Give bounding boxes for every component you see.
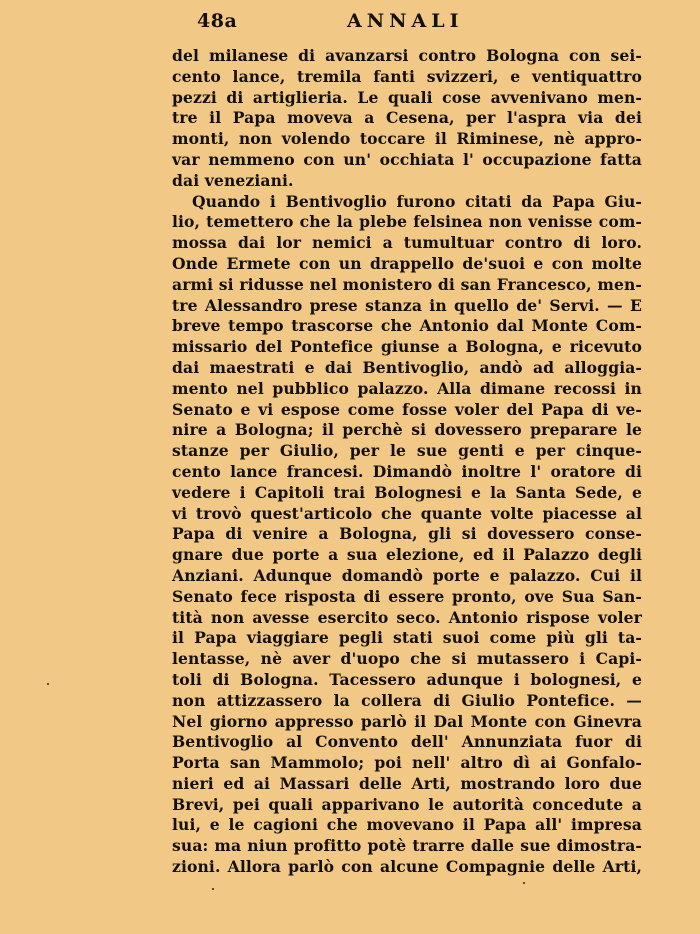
text-line: monti, non volendo toccare il Riminese, nè appro- (172, 129, 642, 149)
text-line: nire a Bologna; il perchè si dovessero preparare le (172, 420, 642, 440)
text-line: var nemmeno con un' occhiata l' occupazione fatta (172, 149, 642, 169)
text-line: gnare due porte a sua elezione, ed il Palazzo degli (172, 545, 642, 565)
text-line: tre Alessandro prese stanza in quello de' Servi. — E (172, 295, 642, 315)
text-line: dai maestrati e dai Bentivoglio, andò ad alloggia- (172, 357, 642, 377)
text-line: mossa dai lor nemici a tumultuar contro di loro. (172, 233, 642, 253)
page-header (197, 6, 637, 36)
paper-speck (523, 882, 525, 884)
text-line: cento lance francesi. Dimandò inoltre l' oratore di (172, 461, 642, 481)
text-line: dai veneziani. (172, 170, 294, 190)
text-line: Onde Ermete con un drappello de'suoi e con molte (172, 253, 642, 273)
text-line: vedere i Capitoli trai Bolognesi e la Santa Sede, e (172, 482, 642, 502)
text-line: missario del Pontefice giunse a Bologna, e ricevuto (172, 337, 642, 357)
text-line: Papa di venire a Bologna, gli si dovessero conse- (172, 524, 642, 544)
text-line: tità non avesse esercito seco. Antonio rispose voler (172, 607, 642, 627)
text-line: nieri ed ai Massari delle Arti, mostrando loro due (172, 773, 642, 793)
text-line: lio, temettero che la plebe felsinea non venisse com- (172, 212, 642, 232)
running-title: ANNALI (347, 10, 464, 32)
text-line: Porta san Mammolo; poi nell' altro dì ai Gonfalo- (172, 753, 642, 773)
text-line: toli di Bologna. Tacessero adunque i bolognesi, e (172, 669, 642, 689)
text-line: breve tempo trascorse che Antonio dal Monte Com- (172, 316, 642, 336)
paper-speck (212, 888, 214, 890)
text-line: stanze per Giulio, per le sue genti e per cinque- (172, 441, 642, 461)
text-line: Senato fece risposta di essere pronto, ove Sua San- (172, 586, 642, 606)
text-line: tre il Papa moveva a Cesena, per l'aspra via dei (172, 108, 642, 128)
body-text (172, 46, 642, 878)
text-line: il Papa viaggiare pegli stati suoi come più gli ta- (172, 628, 642, 648)
paper-speck (47, 683, 49, 685)
text-line: vi trovò quest'articolo che quante volte piacesse al (172, 503, 642, 523)
page-number: 48a (197, 10, 238, 32)
text-line: pezzi di artiglieria. Le quali cose avvenivano men- (172, 87, 642, 107)
text-line: cento lance, tremila fanti svizzeri, e ventiquattro (172, 66, 642, 86)
text-line: Bentivoglio al Convento dell' Annunziata fuor di (172, 732, 642, 752)
text-line: Senato e vi espose come fosse voler del Papa di ve- (172, 399, 642, 419)
text-line: del milanese di avanzarsi contro Bologna con sei- (172, 46, 642, 65)
text-line: armi si ridusse nel monistero di san Francesco, men- (172, 274, 642, 294)
text-line: lui, e le cagioni che movevano il Papa all' impresa (172, 815, 642, 835)
text-line: lentasse, nè aver d'uopo che si mutassero i Capi- (172, 649, 642, 669)
text-line: non attizzassero la collera di Giulio Pontefice. — (172, 690, 642, 710)
text-line: Nel giorno appresso parlò il Dal Monte con Ginevra (172, 711, 642, 731)
text-line: sua: ma niun profitto potè trarre dalle sue dimostra- (172, 836, 642, 856)
text-line: mento nel pubblico palazzo. Alla dimane recossi in (172, 378, 642, 398)
text-line: Anziani. Adunque domandò porte e palazzo. Cui il (172, 565, 642, 585)
text-line: Quando i Bentivoglio furono citati da Papa Giu- (192, 191, 642, 211)
text-line: zioni. Allora parlò con alcune Compagnie delle Arti, (172, 857, 642, 877)
text-line: Brevi, pei quali apparivano le autorità concedute a (172, 794, 642, 814)
